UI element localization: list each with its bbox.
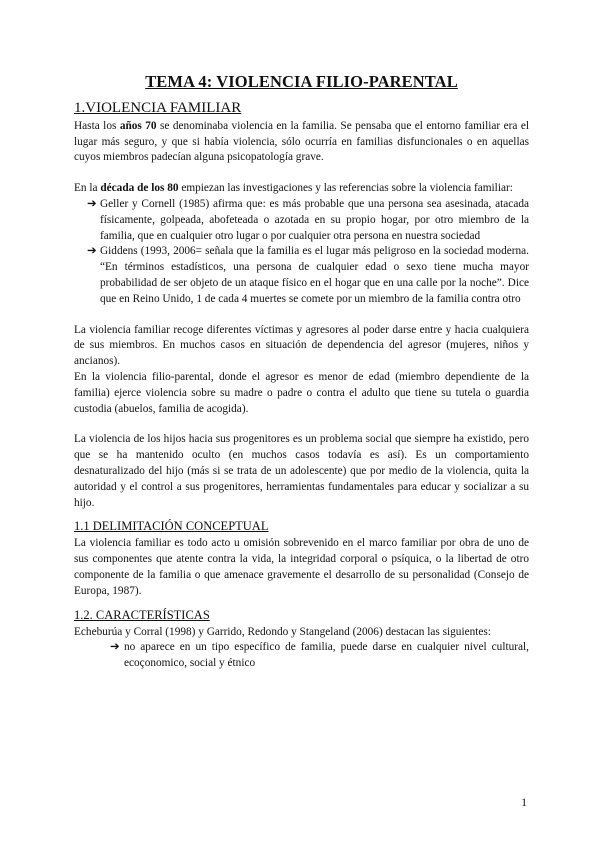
paragraph-problema-social: La violencia de los hijos hacia sus progenitores es un problema social que siempre ha existido, pero que se ha mantenido oculto (en muchos casos todavía es así). Es un comportamiento desnaturalizado del hijo (más si se trata de un adolescente) que por medio de la violencia, quita la autoridad y el control a sus progenitores, herramientas fundamentales para educar y socializar a su hijo.	[74, 433, 529, 509]
section-heading-delimitacion: 1.1 DELIMITACIÓN CONCEPTUAL	[74, 519, 269, 534]
document-title: TEMA 4: VIOLENCIA FILIO-PARENTAL	[145, 72, 458, 91]
paragraph-definicion: La violencia familiar es todo acto u omisión sobrevenido en el marco familiar por obra de uno de sus componentes que atente contra la vida, la integridad corporal o psíquica, o la libertad de otro componente de la familia o que amenace gravemente el desarrollo de su personalidad (Consejo de Europa, 1987).	[74, 537, 529, 597]
paragraph-anos-70	[74, 119, 529, 166]
p1-pre: Hasta los	[74, 119, 120, 132]
p1-post: se denominaba violencia en la familia. Se pensaba que el entorno familiar era el lugar más seguro, y que si había violencia, sólo ocurría en familias disfuncionales o en aquellas cuyos miembros padecían alguna psicopatología grave.	[74, 119, 529, 164]
paragraph-filio-parental: En la violencia filio-parental, donde el agresor es menor de edad (miembro dependiente de la familia) ejerce violencia sobre su madre o padre o contra el adulto que tiene su tutela o guardia custodia (abuelos, familia de acogida).	[74, 370, 529, 415]
arrow-right-icon: ➔	[87, 197, 97, 210]
p2-bold: década de los 80	[100, 182, 179, 195]
paragraph-victimas: La violencia familiar recoge diferentes víctimas y agresores al poder darse entre y hacia cualquiera de sus miembros. En muchos casos en situación de dependencia del agresor (mujeres, niños y ancianos).	[74, 323, 529, 368]
section-heading-caracteristicas: 1.2. CARACTERÍSTICAS	[74, 607, 210, 622]
page-number: 1	[521, 797, 527, 809]
p2-pre: En la	[74, 182, 101, 195]
characteristics-list	[74, 640, 529, 672]
paragraph-decada-80	[74, 181, 529, 197]
list-item	[110, 640, 529, 672]
arrow-right-icon: ➔	[87, 245, 97, 258]
list-item	[87, 244, 529, 307]
list-item-text: no aparece en un tipo específico de familia, puede darse en cualquier nivel cultural, ecoçonomico, social y étnico	[124, 641, 529, 670]
p2-post: empiezan las investigaciones y las referencias sobre la violencia familiar:	[178, 182, 513, 195]
list-item-text: Giddens (1993, 2006= señala que la familia es el lugar más peligroso en la sociedad moderna. “En términos estadísticos, una persona de cualquier edad o sexo tiene mucha mayor probabilidad de ser objeto de un ataque físico en el hogar que en una calle por la noche”. Dice que en Reino Unido, 1 de cada 4 muertes se comete por un miembro de la familia contra otro	[100, 245, 529, 305]
list-item	[87, 197, 529, 244]
arrow-right-icon: ➔	[110, 641, 120, 654]
paragraph-autores: Echeburúa y Corral (1998) y Garrido, Redondo y Stangeland (2006) destacan las siguientes:	[74, 625, 491, 638]
references-list	[74, 197, 529, 308]
section-heading-violencia-familiar: 1.VIOLENCIA FAMILIAR	[74, 99, 242, 116]
list-item-text: Geller y Cornell (1985) afirma que: es más probable que una persona sea asesinada, atacada físicamente, golpeada, abofeteada o azotada en su propio hogar, por otro miembro de la familia, que en cualquier otro lugar o por cualquier otra persona en nuestra sociedad	[100, 197, 529, 242]
document-page	[74, 70, 529, 672]
p1-bold: años 70	[119, 119, 157, 132]
